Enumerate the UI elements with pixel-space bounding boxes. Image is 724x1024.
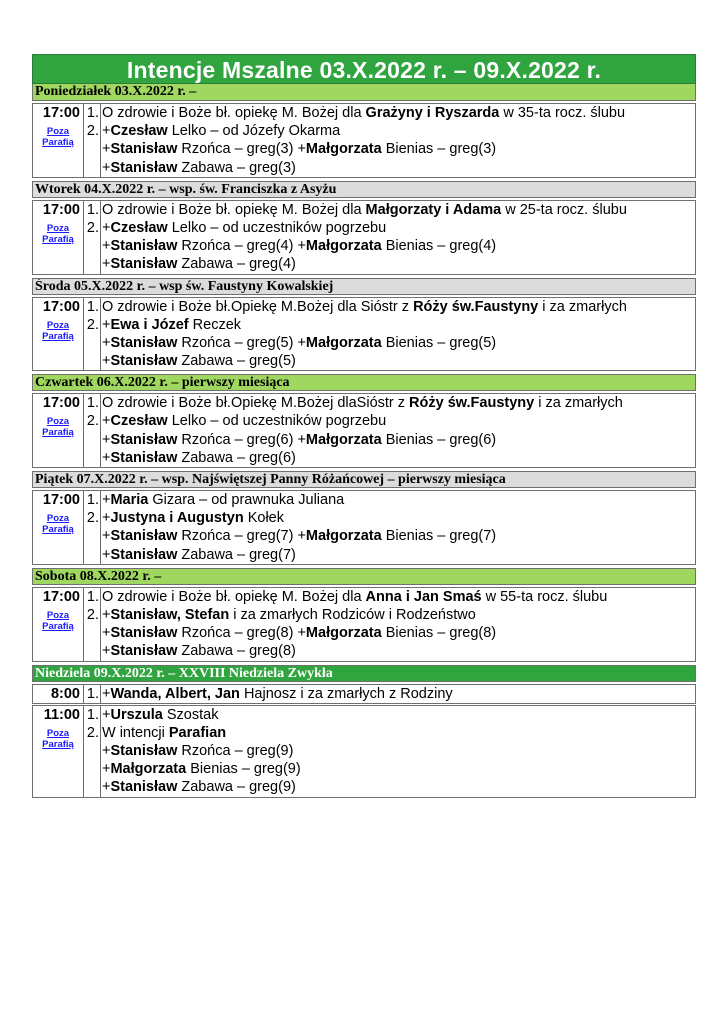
intention-line bbox=[101, 219, 695, 237]
mass-row bbox=[32, 297, 696, 372]
intention-text: Bienias – greg(5) bbox=[381, 334, 497, 351]
poza-label-line: Poza bbox=[46, 126, 70, 137]
mass-row bbox=[32, 490, 696, 565]
intention-name: Czesław bbox=[110, 123, 168, 140]
day-header: Niedziela 09.X.2022 r. – XXVIII Niedziela Zwykła bbox=[32, 665, 696, 682]
intention-text: O zdrowie i Boże bł.Opiekę M.Bożej dla Sióstr z bbox=[102, 298, 414, 315]
intention-number: 1. bbox=[86, 201, 99, 218]
intention-number bbox=[84, 159, 100, 177]
intention-text: Zabawa – greg(3) bbox=[177, 159, 296, 176]
intention-number bbox=[84, 255, 100, 273]
day-header: Piątek 07.X.2022 r. – wsp. Najświętszej Panny Różańcowej – pierwszy miesiąca bbox=[32, 471, 696, 488]
intention-number: 1. bbox=[86, 298, 99, 315]
intention-line bbox=[101, 431, 695, 449]
intention-name: Małgorzata bbox=[305, 141, 382, 158]
mass-row bbox=[32, 684, 696, 704]
intention-line bbox=[101, 316, 695, 334]
intention-text: Lelko – od uczestników pogrzebu bbox=[167, 413, 387, 430]
intention-text: Lelko – od Józefy Okarma bbox=[167, 123, 341, 140]
poza-parafia-label bbox=[33, 513, 83, 535]
intention-line bbox=[101, 588, 695, 606]
intention-line bbox=[101, 546, 695, 564]
intention-line bbox=[101, 706, 695, 724]
poza-parafia-label bbox=[33, 610, 83, 632]
poza-parafia-label bbox=[33, 416, 83, 438]
intention-name: Stanisław bbox=[110, 546, 178, 563]
intention-text: Hajnosz i za zmarłych z Rodziny bbox=[239, 685, 453, 702]
intention-line bbox=[101, 140, 695, 158]
day-header: Sobota 08.X.2022 r. – bbox=[32, 568, 696, 585]
poza-label-line: Poza bbox=[46, 222, 70, 234]
intention-name: Róży św.Faustyny bbox=[409, 395, 535, 412]
mass-time-cell bbox=[33, 588, 84, 661]
intention-line bbox=[101, 201, 695, 219]
intention-line bbox=[101, 334, 695, 352]
mass-time: 17:00 bbox=[42, 298, 80, 315]
intention-line bbox=[101, 159, 695, 177]
intention-line bbox=[101, 685, 695, 703]
intention-text: + bbox=[102, 413, 111, 430]
intention-line bbox=[101, 509, 695, 527]
intention-text: W intencji bbox=[102, 724, 169, 741]
intention-text: Szostak bbox=[162, 706, 219, 723]
intention-number: 1. bbox=[86, 395, 99, 412]
intention-number bbox=[84, 431, 100, 449]
intention-text: + bbox=[102, 546, 111, 563]
intention-text: Kołek bbox=[243, 510, 284, 527]
intention-text: + bbox=[102, 256, 111, 273]
intention-text-cell bbox=[101, 588, 695, 661]
intention-number bbox=[84, 140, 100, 158]
intention-line bbox=[101, 491, 695, 509]
intention-text: + bbox=[102, 141, 111, 158]
intention-name: Stanisław bbox=[110, 159, 178, 176]
mass-time-cell bbox=[33, 104, 84, 177]
intention-text: + bbox=[102, 316, 111, 333]
intention-name: Urszula bbox=[110, 706, 163, 723]
intention-number bbox=[84, 760, 100, 778]
mass-row bbox=[32, 103, 696, 178]
intention-number bbox=[84, 527, 100, 545]
intention-name: Ewa i Józef bbox=[110, 316, 189, 333]
intention-name: Wanda, Albert, Jan bbox=[110, 685, 240, 702]
poza-parafia-label bbox=[33, 223, 83, 245]
intention-text: Zabawa – greg(5) bbox=[177, 353, 296, 370]
intention-text: O zdrowie i Boże bł. opiekę M. Bożej dla bbox=[102, 201, 366, 218]
intention-text-cell bbox=[101, 104, 695, 177]
mass-time: 17:00 bbox=[42, 201, 80, 218]
intention-number-cell bbox=[84, 201, 101, 274]
intention-name: Czesław bbox=[110, 219, 168, 236]
intention-text: + bbox=[102, 334, 111, 351]
day-header: Poniedziałek 03.X.2022 r. – bbox=[32, 84, 696, 101]
intention-text-cell bbox=[101, 685, 695, 703]
intention-name: Małgorzaty i Adama bbox=[365, 201, 502, 218]
mass-time: 11:00 bbox=[43, 706, 80, 723]
poza-label-line: Parafią bbox=[42, 330, 74, 342]
day-header: Wtorek 04.X.2022 r. – wsp. św. Franciszka z Asyżu bbox=[32, 181, 696, 198]
intention-text: Bienias – greg(4) bbox=[381, 238, 497, 255]
intention-line bbox=[101, 255, 695, 273]
mass-time-cell bbox=[33, 394, 84, 467]
intention-text: + bbox=[102, 159, 111, 176]
intention-name: Stanisław bbox=[110, 141, 178, 158]
intention-number: 2. bbox=[86, 219, 99, 236]
intention-text: + bbox=[102, 643, 111, 660]
intention-text: Zabawa – greg(9) bbox=[177, 779, 296, 796]
intention-name: Małgorzata bbox=[305, 238, 382, 255]
mass-time-cell bbox=[33, 706, 84, 797]
poza-label-line: Poza bbox=[46, 513, 70, 524]
mass-row bbox=[32, 393, 696, 468]
intention-name: Justyna i Augustyn bbox=[110, 510, 244, 527]
mass-time: 17:00 bbox=[42, 395, 80, 412]
intention-name: Małgorzata bbox=[110, 761, 187, 778]
intention-number: 1. bbox=[86, 492, 99, 508]
intention-line bbox=[101, 352, 695, 370]
intention-text: i za zmarłych bbox=[534, 395, 623, 412]
intention-text: + bbox=[102, 743, 111, 760]
poza-label-line: Parafią bbox=[42, 427, 74, 439]
intention-text: Zabawa – greg(7) bbox=[177, 546, 296, 563]
mass-row bbox=[32, 200, 696, 275]
mass-row bbox=[32, 705, 696, 798]
poza-parafia-label bbox=[33, 320, 83, 342]
intention-line bbox=[101, 624, 695, 642]
intention-line bbox=[101, 122, 695, 140]
intention-number bbox=[84, 624, 100, 642]
intention-name: Stanisław bbox=[110, 625, 178, 642]
day-header: Środa 05.X.2022 r. – wsp św. Faustyny Kowalskiej bbox=[32, 278, 696, 295]
intention-name: Małgorzata bbox=[305, 334, 382, 351]
intention-line bbox=[101, 394, 695, 412]
day-header: Czwartek 06.X.2022 r. – pierwszy miesiąca bbox=[32, 374, 696, 391]
intention-name: Stanisław bbox=[110, 779, 178, 796]
mass-time-cell bbox=[33, 685, 84, 703]
intention-text: i za zmarłych bbox=[538, 298, 627, 315]
intention-text: Zabawa – greg(8) bbox=[177, 643, 296, 660]
intention-number: 2. bbox=[86, 316, 99, 333]
poza-label-line: Parafią bbox=[42, 738, 74, 750]
intention-number-cell bbox=[84, 685, 101, 703]
intention-name: Anna i Jan Smaś bbox=[365, 588, 482, 605]
intention-number: 1. bbox=[86, 706, 99, 723]
intention-number-cell bbox=[84, 298, 101, 371]
intention-text-cell bbox=[101, 491, 695, 564]
days-list bbox=[32, 84, 696, 798]
intention-text: O zdrowie i Boże bł. opiekę M. Bożej dla bbox=[102, 588, 366, 605]
intention-number-cell bbox=[84, 104, 101, 177]
intention-number: 1. bbox=[86, 588, 99, 605]
intention-text: + bbox=[102, 779, 111, 796]
intention-line bbox=[101, 298, 695, 316]
intention-text: Rzońca – greg(7) + bbox=[177, 528, 306, 545]
intention-text: Bienias – greg(3) bbox=[381, 141, 497, 158]
mass-time: 17:00 bbox=[42, 105, 80, 121]
intention-text: Rzońca – greg(6) + bbox=[177, 431, 306, 448]
intention-name: Stanisław bbox=[110, 449, 178, 466]
intention-number-cell bbox=[84, 394, 101, 467]
intention-text: Rzońca – greg(4) + bbox=[177, 238, 306, 255]
intention-text: Bienias – greg(8) bbox=[381, 625, 497, 642]
intention-text: + bbox=[102, 219, 111, 236]
intention-line bbox=[101, 642, 695, 660]
intention-line bbox=[101, 760, 695, 778]
mass-time: 17:00 bbox=[42, 588, 80, 605]
intention-text: Rzońca – greg(5) + bbox=[177, 334, 306, 351]
intention-text: + bbox=[102, 431, 111, 448]
intention-name: Stanisław bbox=[110, 743, 178, 760]
poza-label-line: Parafią bbox=[42, 137, 74, 148]
intention-text: + bbox=[102, 492, 111, 508]
intention-name: Parafian bbox=[168, 724, 227, 741]
intention-text: + bbox=[102, 606, 111, 623]
intention-number bbox=[84, 642, 100, 660]
intention-number bbox=[84, 352, 100, 370]
intention-text-cell bbox=[101, 298, 695, 371]
intention-number-cell bbox=[84, 491, 101, 564]
intention-name: Czesław bbox=[110, 413, 168, 430]
poza-label-line: Parafią bbox=[42, 620, 74, 632]
intention-name: Stanisław bbox=[110, 353, 178, 370]
poza-label-line: Parafią bbox=[42, 524, 74, 535]
intention-name: Małgorzata bbox=[305, 528, 382, 545]
intention-name: Stanisław bbox=[110, 431, 178, 448]
mass-row bbox=[32, 587, 696, 662]
intention-text: Zabawa – greg(4) bbox=[177, 256, 296, 273]
intention-text: + bbox=[102, 528, 111, 545]
intention-text: Bienias – greg(7) bbox=[381, 528, 497, 545]
intention-name: Róży św.Faustyny bbox=[413, 298, 539, 315]
poza-label-line: Poza bbox=[46, 727, 70, 739]
intention-text: + bbox=[102, 353, 111, 370]
poza-parafia-label bbox=[33, 126, 83, 148]
intention-number: 1. bbox=[86, 105, 99, 121]
intention-number: 2. bbox=[86, 510, 99, 527]
intention-number bbox=[84, 449, 100, 467]
intention-text: + bbox=[102, 238, 111, 255]
intention-number: 2. bbox=[86, 123, 99, 140]
intention-number: 2. bbox=[86, 606, 99, 623]
intention-line bbox=[101, 237, 695, 255]
intention-name: Stanisław, Stefan bbox=[110, 606, 230, 623]
poza-parafia-label bbox=[33, 728, 83, 750]
intention-name: Stanisław bbox=[110, 334, 178, 351]
intention-name: Stanisław bbox=[110, 256, 178, 273]
intention-text: + bbox=[102, 685, 111, 702]
intention-number bbox=[84, 778, 100, 796]
intention-text: + bbox=[102, 761, 111, 778]
intention-text: Gizara – od prawnuka Juliana bbox=[148, 492, 345, 508]
intention-name: Maria bbox=[110, 492, 149, 508]
intention-line bbox=[101, 606, 695, 624]
intention-line bbox=[101, 724, 695, 742]
intention-text: Bienias – greg(9) bbox=[186, 761, 301, 778]
mass-time-cell bbox=[33, 491, 84, 564]
intention-number bbox=[84, 546, 100, 564]
intention-number: 2. bbox=[86, 724, 99, 741]
intention-text: w 25-ta rocz. ślubu bbox=[501, 201, 627, 218]
intention-line bbox=[101, 104, 695, 122]
mass-time: 8:00 bbox=[50, 685, 80, 702]
intention-text: Reczek bbox=[188, 316, 242, 333]
intention-text-cell bbox=[101, 706, 695, 797]
intention-line bbox=[101, 742, 695, 760]
intention-number bbox=[84, 334, 100, 352]
intention-line bbox=[101, 449, 695, 467]
poza-label-line: Poza bbox=[46, 609, 70, 621]
intention-text: + bbox=[102, 449, 111, 466]
intention-text: Rzońca – greg(3) + bbox=[177, 141, 306, 158]
intention-name: Małgorzata bbox=[305, 625, 382, 642]
intention-text: Zabawa – greg(6) bbox=[177, 449, 296, 466]
intention-name: Grażyny i Ryszarda bbox=[365, 105, 500, 121]
intention-text: + bbox=[102, 625, 111, 642]
intention-text: + bbox=[102, 706, 111, 723]
poza-label-line: Poza bbox=[46, 416, 70, 428]
page-title: Intencje Mszalne 03.X.2022 r. – 09.X.2022 r. bbox=[32, 54, 696, 84]
intention-text: + bbox=[102, 510, 111, 527]
intention-name: Stanisław bbox=[110, 643, 178, 660]
intention-text: Rzońca – greg(9) bbox=[177, 743, 294, 760]
poza-label-line: Poza bbox=[46, 319, 70, 331]
intention-text: Bienias – greg(6) bbox=[381, 431, 497, 448]
intention-text-cell bbox=[101, 201, 695, 274]
intention-number: 2. bbox=[86, 413, 99, 430]
intention-number bbox=[84, 237, 100, 255]
intention-number-cell bbox=[84, 706, 101, 797]
intention-line bbox=[101, 412, 695, 430]
intention-name: Stanisław bbox=[110, 528, 178, 545]
mass-time: 17:00 bbox=[42, 492, 80, 508]
mass-time-cell bbox=[33, 298, 84, 371]
intention-text: i za zmarłych Rodziców i Rodzeństwo bbox=[229, 606, 476, 623]
intention-text-cell bbox=[101, 394, 695, 467]
intention-name: Stanisław bbox=[110, 238, 178, 255]
intention-number-cell bbox=[84, 588, 101, 661]
intention-text: Rzońca – greg(8) + bbox=[177, 625, 306, 642]
intention-number bbox=[84, 742, 100, 760]
intention-text: w 35-ta rocz. ślubu bbox=[499, 105, 626, 121]
intention-text: Lelko – od uczestników pogrzebu bbox=[167, 219, 387, 236]
mass-time-cell bbox=[33, 201, 84, 274]
intentions-sheet bbox=[32, 54, 696, 798]
intention-text: w 55-ta rocz. ślubu bbox=[481, 588, 608, 605]
intention-line bbox=[101, 527, 695, 545]
intention-name: Małgorzata bbox=[305, 431, 382, 448]
intention-number: 1. bbox=[86, 685, 99, 702]
intention-text: O zdrowie i Boże bł.Opiekę M.Bożej dlaSióstr z bbox=[102, 395, 410, 412]
intention-text: + bbox=[102, 123, 111, 140]
intention-line bbox=[101, 778, 695, 796]
poza-label-line: Parafią bbox=[42, 233, 74, 245]
intention-text: O zdrowie i Boże bł. opiekę M. Bożej dla bbox=[102, 105, 366, 121]
